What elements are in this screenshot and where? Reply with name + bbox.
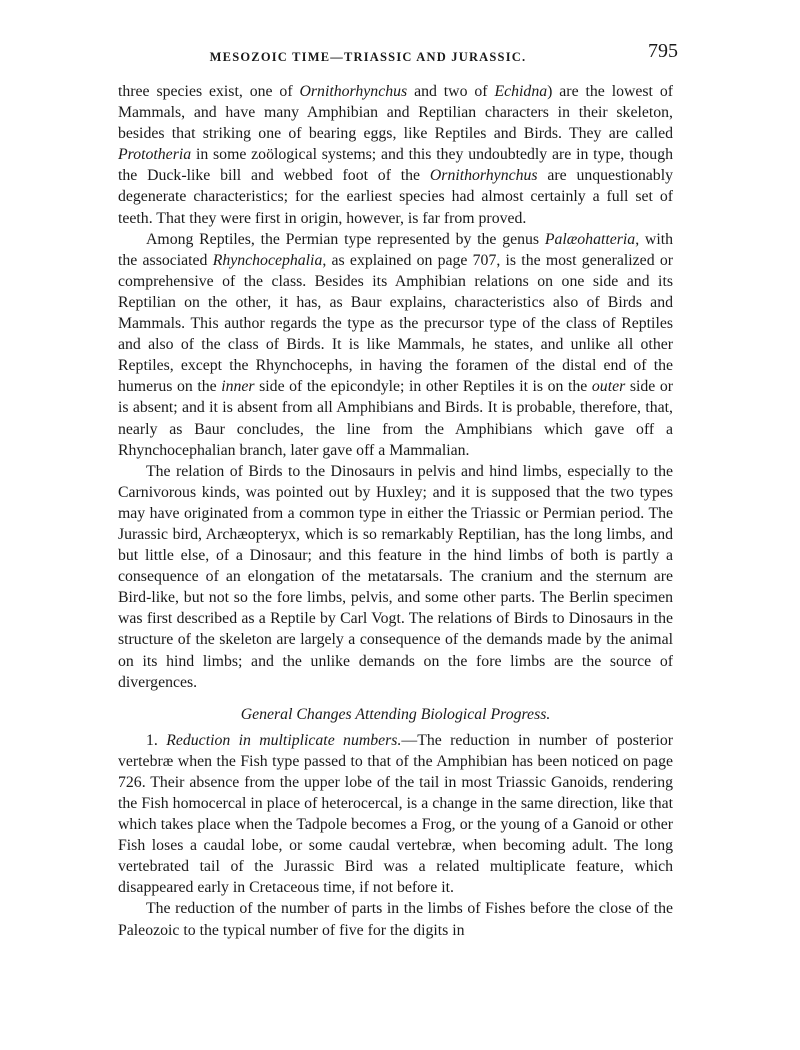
italic-run: Palæohatteria: [544, 230, 636, 248]
item-text: —The reduction in number of posterior vertebræ when the Fish type passed to that of the Amphibian has been noticed on page 726. Their absence from the upper lobe of the tail in most Triassic Ganoids, rendering the Fish homocercal in place of heterocercal, is a change in the same direction, like that which takes place when the Tadpole becomes a Frog, or the young of a Ganoid or other Fish loses a caudal lobe, or some caudal vertebræ, when becoming adult. The long vertebrated tail of the Jurassic Bird was a related multiplicate feature, which disappeared early in Cretaceous time, if not before it.: [118, 731, 673, 897]
item-title: Reduction in multiplicate numbers.: [166, 731, 402, 749]
italic-run: outer: [591, 378, 626, 396]
text-run: and two of: [407, 83, 495, 100]
text-run: , with the associated: [118, 230, 674, 269]
text-run: side of the epicondyle; in other Reptiles it is on the: [254, 378, 592, 396]
italic-run: Ornithorhynchus: [299, 83, 408, 100]
text-run: three species exist, one of: [118, 83, 300, 100]
paragraph: [118, 461, 673, 693]
item-number: 1.: [146, 731, 158, 749]
italic-run: Rhynchocephalia: [212, 251, 323, 269]
text-run: The relation of Birds to the Dinosaurs in pelvis and hind limbs, especially to the Carnivorous kinds, was pointed out by Huxley; and it is supposed that the two types may have originated from a common type in either the Triassic or Permian period. The Jurassic bird, Archæopteryx, which is so remarkably Reptilian, has the long limbs, and but little else, of a Dinosaur; and this feature in the hind limbs of both is partly a consequence of an elongation of the metatarsals. The cranium and the sternum are Bird-like, but not so the fore limbs, pelvis, and some other parts. The Berlin specimen was first described as a Reptile by Carl Vogt. The relations of Birds to Dinosaurs in the structure of the skeleton are largely a consequence of the demands made by the animal on its hind limbs; and the unlike demands on the fore limbs are the source of divergences.: [118, 462, 673, 691]
page-body: [118, 81, 673, 941]
text-run: are unquestionably degenerate characteristics; for the earliest species had almost certainly a full set of teeth. That they were first in origin, however, is far from proved.: [118, 167, 673, 227]
page-number: 795: [648, 40, 678, 62]
italic-run: Echidna: [494, 83, 548, 100]
text-run: , as explained on page 707, is the most generalized or comprehensive of the class. Besides its Amphibian relations on one side and its Reptilian on the other, it has, as Baur explains, characteristics also of Birds and Mammals. This author regards the type as the precursor type of the class of Reptiles and also of the class of Birds. It is like Mammals, he states, and unlike all other Reptiles, except the Rhynchocephs, in having the foramen of the distal end of the humerus on the: [118, 251, 673, 396]
text-run: side or is absent; and it is absent from all Amphibians and Birds. It is probable, therefore, that, nearly as Baur concludes, the line from the Amphibians which gave off a Rhynchocephalian branch, later gave off a Mammalian.: [118, 378, 673, 459]
running-title: MESOZOIC TIME—TRIASSIC AND JURASSIC.: [209, 50, 527, 64]
text-run: ) are the lowest of Mammals, and have many Amphibian and Reptilian characters in their skeleton, besides that striking one of bearing eggs, like Reptiles and Birds. They are called: [118, 83, 674, 143]
running-head: [118, 40, 678, 70]
text-run: Among Reptiles, the Permian type represented by the genus: [146, 230, 545, 248]
paragraph: [118, 229, 673, 461]
paragraph: The reduction of the number of parts in the limbs of Fishes before the close of the Paleozoic to the typical number of five for the digits in: [118, 900, 673, 939]
italic-run: Prototheria: [118, 146, 192, 164]
text-run: in some zoölogical systems; and this they undoubtedly are in type, though the Duck-like bill and webbed foot of the: [118, 146, 673, 185]
numbered-item: [118, 730, 673, 899]
section-heading: General Changes Attending Biological Progress.: [240, 705, 551, 723]
italic-run: Ornithorhynchus: [429, 167, 538, 185]
paragraph: [118, 81, 673, 229]
italic-run: inner: [221, 378, 255, 396]
